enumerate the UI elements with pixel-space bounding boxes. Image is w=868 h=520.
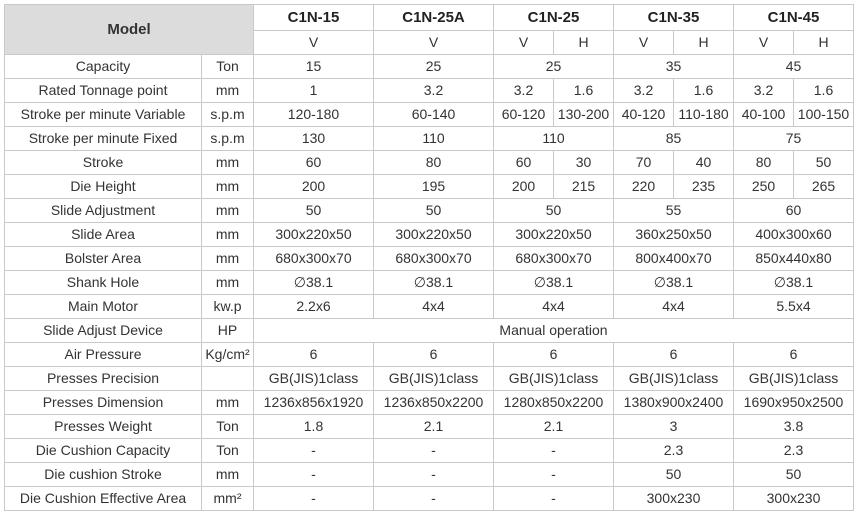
value-cell: 40 bbox=[674, 151, 734, 175]
mode-label: V bbox=[254, 31, 374, 55]
value-cell: 4x4 bbox=[494, 295, 614, 319]
table-row bbox=[5, 103, 854, 127]
model-name: C1N-45 bbox=[734, 5, 854, 31]
value-cell: 85 bbox=[614, 127, 734, 151]
value-cell: - bbox=[374, 487, 494, 511]
value-cell: 300x230 bbox=[734, 487, 854, 511]
row-unit: mm bbox=[202, 271, 254, 295]
row-label: Main Motor bbox=[5, 295, 202, 319]
value-cell: 3.2 bbox=[374, 79, 494, 103]
value-cell: 2.3 bbox=[614, 439, 734, 463]
row-unit: mm bbox=[202, 463, 254, 487]
value-cell: ∅38.1 bbox=[254, 271, 374, 295]
model-header: Model bbox=[5, 5, 254, 55]
value-cell: GB(JIS)1class bbox=[614, 367, 734, 391]
table-row bbox=[5, 319, 854, 343]
mode-label: V bbox=[734, 31, 794, 55]
value-cell: 3.8 bbox=[734, 415, 854, 439]
row-label: Die Cushion Effective Area bbox=[5, 487, 202, 511]
value-cell: 1236x856x1920 bbox=[254, 391, 374, 415]
value-cell: 1236x850x2200 bbox=[374, 391, 494, 415]
row-label: Capacity bbox=[5, 55, 202, 79]
row-label: Die Cushion Capacity bbox=[5, 439, 202, 463]
value-cell: 220 bbox=[614, 175, 674, 199]
table-row bbox=[5, 463, 854, 487]
row-label: Die cushion Stroke bbox=[5, 463, 202, 487]
value-cell: 300x230 bbox=[614, 487, 734, 511]
value-cell: 300x220x50 bbox=[374, 223, 494, 247]
value-cell: 4x4 bbox=[614, 295, 734, 319]
table-row bbox=[5, 439, 854, 463]
value-cell: ∅38.1 bbox=[374, 271, 494, 295]
value-cell: 195 bbox=[374, 175, 494, 199]
table-row bbox=[5, 271, 854, 295]
row-label: Presses Weight bbox=[5, 415, 202, 439]
value-cell: 110 bbox=[374, 127, 494, 151]
value-cell: 5.5x4 bbox=[734, 295, 854, 319]
row-unit: s.p.m bbox=[202, 127, 254, 151]
table-row bbox=[5, 79, 854, 103]
table-row bbox=[5, 415, 854, 439]
row-label: Air Pressure bbox=[5, 343, 202, 367]
value-cell: 30 bbox=[554, 151, 614, 175]
row-unit bbox=[202, 367, 254, 391]
value-cell: 6 bbox=[734, 343, 854, 367]
value-cell: 75 bbox=[734, 127, 854, 151]
row-unit: mm bbox=[202, 223, 254, 247]
value-cell: - bbox=[494, 487, 614, 511]
row-label: Slide Adjustment bbox=[5, 199, 202, 223]
row-unit: Kg/cm² bbox=[202, 343, 254, 367]
value-cell: 100-150 bbox=[794, 103, 854, 127]
row-unit: mm bbox=[202, 199, 254, 223]
value-cell: 250 bbox=[734, 175, 794, 199]
value-cell: 110 bbox=[494, 127, 614, 151]
table-row bbox=[5, 175, 854, 199]
value-cell: 4x4 bbox=[374, 295, 494, 319]
value-cell: 300x220x50 bbox=[254, 223, 374, 247]
value-cell: 360x250x50 bbox=[614, 223, 734, 247]
value-cell: GB(JIS)1class bbox=[254, 367, 374, 391]
value-cell: 110-180 bbox=[674, 103, 734, 127]
value-cell: 2.1 bbox=[374, 415, 494, 439]
value-cell: 1.8 bbox=[254, 415, 374, 439]
row-label: Slide Area bbox=[5, 223, 202, 247]
row-unit: mm² bbox=[202, 487, 254, 511]
header-row-models bbox=[5, 5, 854, 31]
value-cell: 3.2 bbox=[494, 79, 554, 103]
spec-table bbox=[4, 4, 854, 511]
value-cell: GB(JIS)1class bbox=[374, 367, 494, 391]
table-row bbox=[5, 55, 854, 79]
mode-label: V bbox=[614, 31, 674, 55]
value-cell: 1 bbox=[254, 79, 374, 103]
value-cell: 1380x900x2400 bbox=[614, 391, 734, 415]
value-cell: 45 bbox=[734, 55, 854, 79]
row-label: Presses Precision bbox=[5, 367, 202, 391]
value-cell: 80 bbox=[374, 151, 494, 175]
value-cell: 60-140 bbox=[374, 103, 494, 127]
value-cell: 3.2 bbox=[614, 79, 674, 103]
row-label: Bolster Area bbox=[5, 247, 202, 271]
row-label: Slide Adjust Device bbox=[5, 319, 202, 343]
value-cell: 680x300x70 bbox=[374, 247, 494, 271]
value-cell: 2.2x6 bbox=[254, 295, 374, 319]
value-cell: ∅38.1 bbox=[614, 271, 734, 295]
value-cell: 50 bbox=[614, 463, 734, 487]
value-cell: 130-200 bbox=[554, 103, 614, 127]
value-cell: - bbox=[254, 487, 374, 511]
table-row bbox=[5, 295, 854, 319]
model-name: C1N-15 bbox=[254, 5, 374, 31]
value-cell: 850x440x80 bbox=[734, 247, 854, 271]
value-cell: GB(JIS)1class bbox=[494, 367, 614, 391]
value-cell: 25 bbox=[374, 55, 494, 79]
value-cell: 40-100 bbox=[734, 103, 794, 127]
table-row bbox=[5, 199, 854, 223]
value-cell: 680x300x70 bbox=[254, 247, 374, 271]
value-cell: 70 bbox=[614, 151, 674, 175]
row-unit: mm bbox=[202, 247, 254, 271]
value-cell: 200 bbox=[254, 175, 374, 199]
value-cell: 50 bbox=[494, 199, 614, 223]
value-cell: 3 bbox=[614, 415, 734, 439]
value-cell: ∅38.1 bbox=[734, 271, 854, 295]
value-cell: 6 bbox=[614, 343, 734, 367]
value-cell: GB(JIS)1class bbox=[734, 367, 854, 391]
value-cell: 215 bbox=[554, 175, 614, 199]
value-cell: 35 bbox=[614, 55, 734, 79]
value-cell: 55 bbox=[614, 199, 734, 223]
mode-label: V bbox=[494, 31, 554, 55]
value-cell: 1.6 bbox=[554, 79, 614, 103]
value-cell: 15 bbox=[254, 55, 374, 79]
value-cell: - bbox=[374, 439, 494, 463]
value-cell: 60 bbox=[734, 199, 854, 223]
row-label: Presses Dimension bbox=[5, 391, 202, 415]
value-cell: 130 bbox=[254, 127, 374, 151]
value-cell: 60-120 bbox=[494, 103, 554, 127]
mode-label: V bbox=[374, 31, 494, 55]
row-label: Stroke per minute Variable bbox=[5, 103, 202, 127]
row-label: Stroke per minute Fixed bbox=[5, 127, 202, 151]
mode-label: H bbox=[794, 31, 854, 55]
value-cell: 25 bbox=[494, 55, 614, 79]
row-unit: mm bbox=[202, 79, 254, 103]
value-cell: 2.1 bbox=[494, 415, 614, 439]
value-cell: 6 bbox=[494, 343, 614, 367]
table-row bbox=[5, 247, 854, 271]
value-cell: - bbox=[254, 463, 374, 487]
value-cell: 1280x850x2200 bbox=[494, 391, 614, 415]
model-name: C1N-25 bbox=[494, 5, 614, 31]
value-cell: 80 bbox=[734, 151, 794, 175]
table-row bbox=[5, 367, 854, 391]
value-cell: 3.2 bbox=[734, 79, 794, 103]
value-cell: 120-180 bbox=[254, 103, 374, 127]
row-unit: s.p.m bbox=[202, 103, 254, 127]
value-cell: 265 bbox=[794, 175, 854, 199]
row-unit: mm bbox=[202, 391, 254, 415]
value-cell: 50 bbox=[794, 151, 854, 175]
model-name: C1N-35 bbox=[614, 5, 734, 31]
value-cell: 60 bbox=[494, 151, 554, 175]
row-unit: Ton bbox=[202, 415, 254, 439]
value-cell: - bbox=[494, 463, 614, 487]
row-label: Die Height bbox=[5, 175, 202, 199]
value-cell: 60 bbox=[254, 151, 374, 175]
value-cell: - bbox=[254, 439, 374, 463]
row-unit: HP bbox=[202, 319, 254, 343]
table-row bbox=[5, 391, 854, 415]
value-cell: - bbox=[374, 463, 494, 487]
value-cell: 50 bbox=[374, 199, 494, 223]
row-unit: Ton bbox=[202, 439, 254, 463]
value-cell: 6 bbox=[254, 343, 374, 367]
value-cell: 200 bbox=[494, 175, 554, 199]
table-row bbox=[5, 223, 854, 247]
table-row bbox=[5, 127, 854, 151]
value-cell: 50 bbox=[254, 199, 374, 223]
row-unit: kw.p bbox=[202, 295, 254, 319]
mode-label: H bbox=[554, 31, 614, 55]
value-cell: 400x300x60 bbox=[734, 223, 854, 247]
value-cell: 1.6 bbox=[794, 79, 854, 103]
row-unit: mm bbox=[202, 175, 254, 199]
value-cell: 300x220x50 bbox=[494, 223, 614, 247]
table-row bbox=[5, 487, 854, 511]
table-row bbox=[5, 343, 854, 367]
value-cell: 1.6 bbox=[674, 79, 734, 103]
value-cell: - bbox=[494, 439, 614, 463]
value-cell: 235 bbox=[674, 175, 734, 199]
value-cell: 40-120 bbox=[614, 103, 674, 127]
value-cell: Manual operation bbox=[254, 319, 854, 343]
value-cell: 680x300x70 bbox=[494, 247, 614, 271]
row-unit: mm bbox=[202, 151, 254, 175]
mode-label: H bbox=[674, 31, 734, 55]
row-label: Stroke bbox=[5, 151, 202, 175]
value-cell: ∅38.1 bbox=[494, 271, 614, 295]
row-label: Rated Tonnage point bbox=[5, 79, 202, 103]
value-cell: 1690x950x2500 bbox=[734, 391, 854, 415]
value-cell: 6 bbox=[374, 343, 494, 367]
value-cell: 50 bbox=[734, 463, 854, 487]
value-cell: 2.3 bbox=[734, 439, 854, 463]
model-name: C1N-25A bbox=[374, 5, 494, 31]
row-label: Shank Hole bbox=[5, 271, 202, 295]
row-unit: Ton bbox=[202, 55, 254, 79]
table-row bbox=[5, 151, 854, 175]
value-cell: 800x400x70 bbox=[614, 247, 734, 271]
